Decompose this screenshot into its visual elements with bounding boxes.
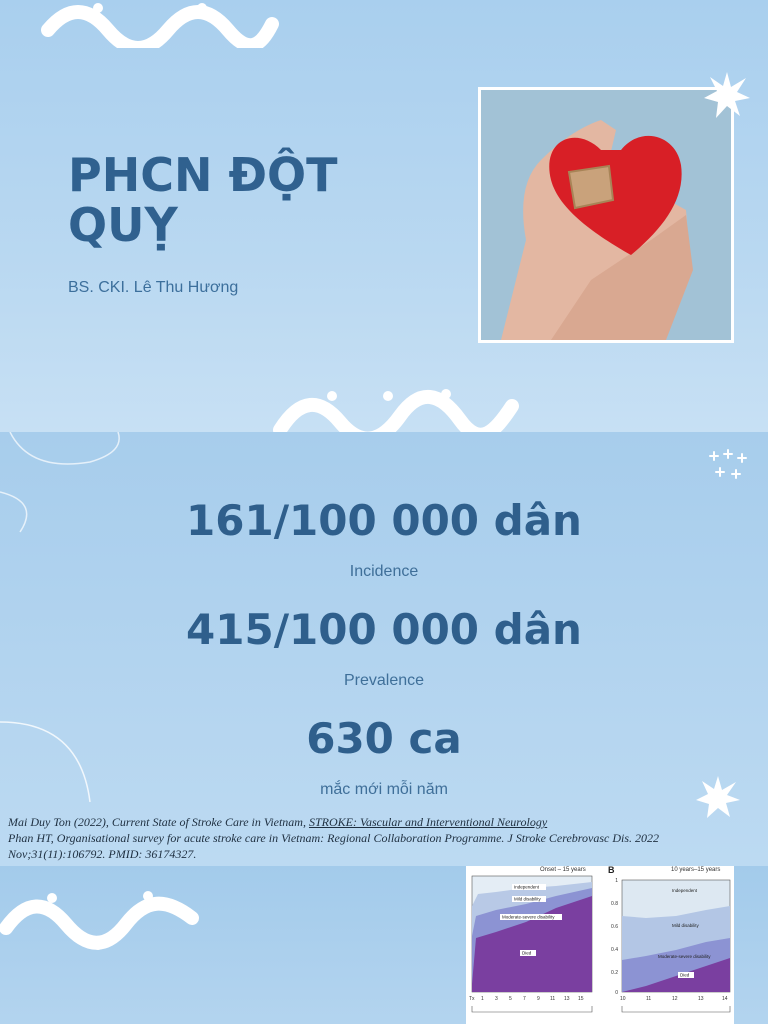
panel-a-xtick: 15 <box>578 996 584 1002</box>
panel-a-xtick: Tx <box>469 996 475 1002</box>
panel-b-label-mild: Mild disability <box>672 923 699 928</box>
references <box>8 814 748 862</box>
panel-a-chart <box>472 876 592 992</box>
panel-b-label-moderate: Moderate-severe disability <box>658 954 711 959</box>
outcome-chart-slide <box>0 866 768 1024</box>
statistics-slide <box>0 432 768 866</box>
reference-2: Phan HT, Organisational survey for acute stroke care in Vietnam: Regional Collaboration Programme. J Stroke Cerebrovasc Dis. 2022 Nov;31(11):106792. PMID: 36174327. <box>8 831 660 861</box>
panel-a-label-mild: Mild disability <box>514 896 541 902</box>
panel-a-xtick: 1 <box>481 996 484 1002</box>
panel-b-xtick: 10 <box>620 996 626 1002</box>
panel-a-label-moderate: Moderate-severe disability <box>502 914 555 920</box>
presentation-title: PHCN ĐỘT QUỴ <box>68 148 338 252</box>
panel-a-xtick: 3 <box>495 996 498 1002</box>
heart-in-hands-photo <box>478 87 734 343</box>
reference-1-text: Mai Duy Ton (2022), Current State of Stroke Care in Vietnam, <box>8 815 309 829</box>
incidence-value: 161/100 000 dân <box>186 496 582 545</box>
panel-b-letter: B <box>608 866 615 875</box>
panel-b-chart <box>622 880 730 992</box>
panel-a-label-died: Died <box>522 950 532 956</box>
panel-b-ytick: 0 <box>615 990 618 996</box>
panel-b-label-died: Died <box>680 972 690 978</box>
panel-b-title: 10 years–15 years <box>671 867 721 873</box>
prevalence-label: Prevalence <box>343 672 425 689</box>
squiggle-decoration-left <box>0 884 200 954</box>
panel-b-xtick: 11 <box>646 996 652 1002</box>
new-cases-label: mắc mới mỗi năm <box>320 781 448 798</box>
squiggle-decoration-top <box>40 0 280 48</box>
panel-a-xtick: 5 <box>509 996 512 1002</box>
panel-b-ytick: 0.8 <box>611 901 618 907</box>
star-decoration <box>700 68 754 122</box>
author-name: BS. CKI. Lê Thu Hương <box>68 279 239 296</box>
reference-1-link[interactable]: STROKE: Vascular and Interventional Neurology <box>308 815 548 829</box>
panel-a-xtick: 11 <box>550 996 556 1002</box>
panel-b-ytick: 0.4 <box>611 947 618 953</box>
panel-a-title: Onset – 15 years <box>540 867 586 873</box>
panel-b-ytick: 1 <box>615 878 618 884</box>
panel-a-x-ticks <box>469 996 584 1002</box>
panel-b-ytick: 0.6 <box>611 924 618 930</box>
squiggle-decoration-bottom <box>270 382 520 432</box>
panel-a-xtick: 9 <box>537 996 540 1002</box>
panel-b-xtick: 12 <box>672 996 678 1002</box>
panel-b-x-ticks <box>620 996 728 1002</box>
panel-b-ytick: 0.2 <box>611 970 618 976</box>
prevalence-value: 415/100 000 dân <box>186 605 582 654</box>
title-slide <box>0 0 768 432</box>
panel-b-xtick: 14 <box>722 996 728 1002</box>
sparkle-cluster-icon <box>706 448 748 482</box>
incidence-label: Incidence <box>349 563 419 580</box>
heart-icon <box>481 90 731 340</box>
panel-b-xtick: 13 <box>698 996 704 1002</box>
new-cases-value: 630 ca <box>306 714 462 763</box>
panel-a-label-independent: Independent <box>514 884 540 890</box>
panel-b-label-independent: Independent <box>672 888 698 893</box>
panel-a-xtick: 7 <box>523 996 526 1002</box>
panel-b-y-ticks <box>611 878 618 996</box>
outcome-figure <box>466 866 734 1024</box>
reference-1 <box>8 814 748 830</box>
panel-a-xtick: 13 <box>564 996 570 1002</box>
curve-line-decoration <box>0 712 100 822</box>
